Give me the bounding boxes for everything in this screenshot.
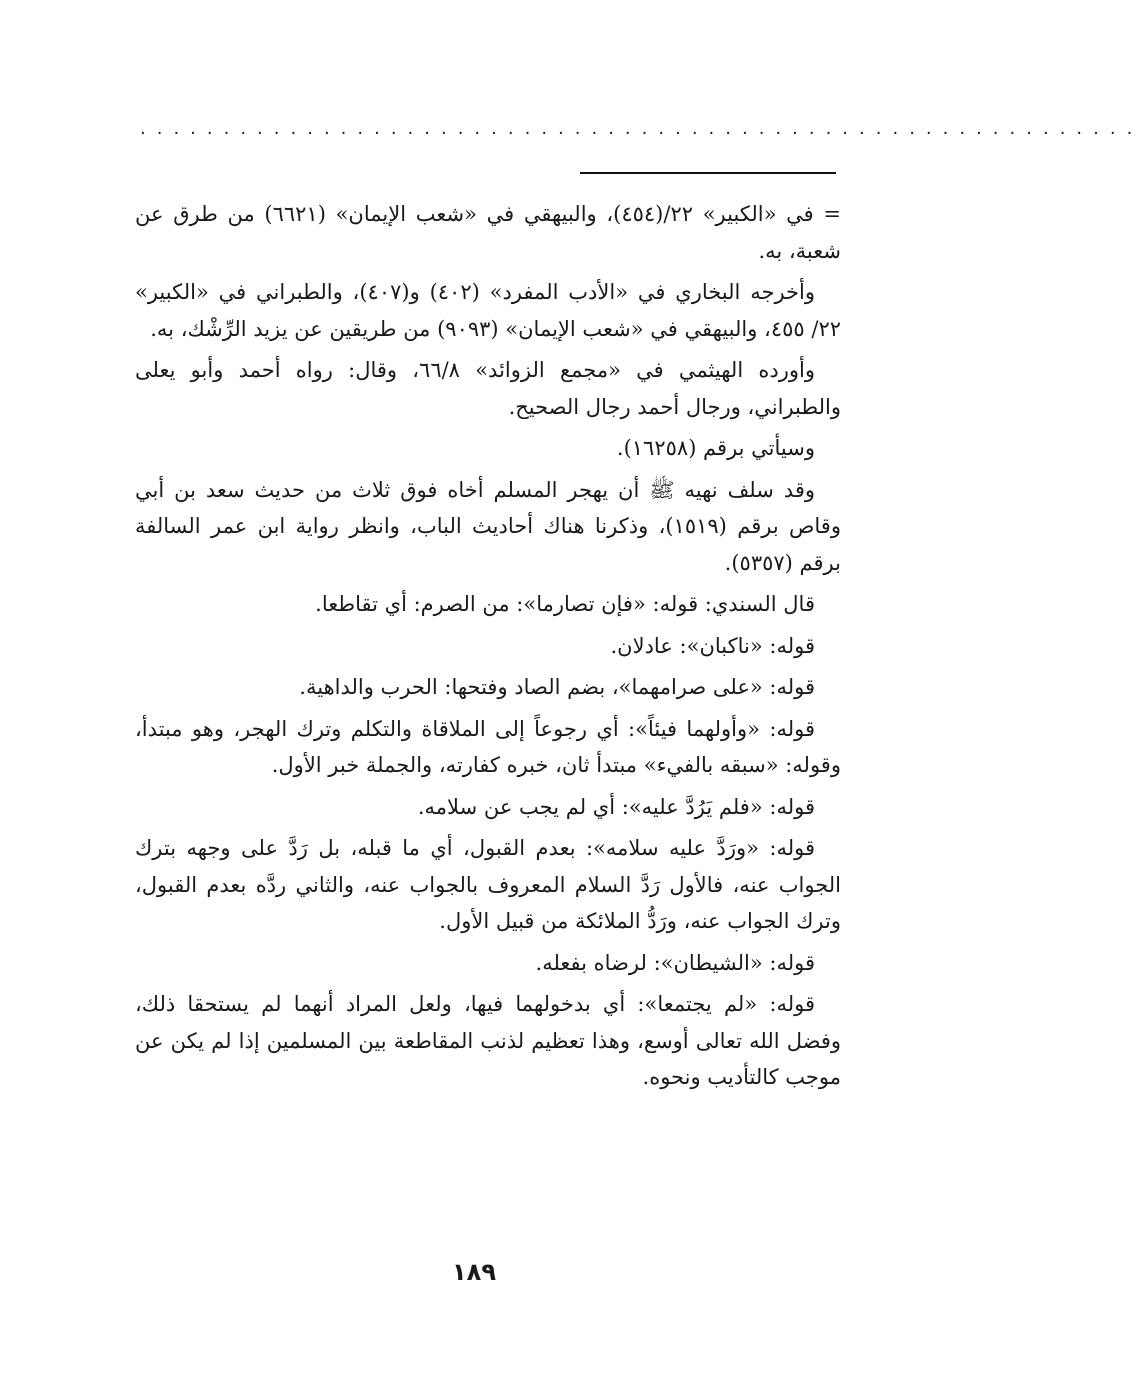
footnote-paragraph: قوله: «ورَدَّ عليه سلامه»: بعدم القبول، أي ما قبله، بل رَدَّ على وجهه بترك الجواب عنه، فالأول رَدَّ السلام المعروف بالجواب عنه، والثاني ردَّه بعدم القبول، وترك الجواب عنه، ورَدُّ الملائكة من قبيل الأول. xyxy=(135,836,841,933)
footnote-paragraph: وقد سلف نهيه ﷺ أن يهجر المسلم أخاه فوق ثلاث من حديث سعد بن أبي وقاص برقم (١٥١٩)، وذكرنا هناك أحاديث الباب، وانظر رواية ابن عمر السالفة برقم (٥٣٥٧). xyxy=(135,477,841,575)
footnote-paragraph: قال السندي: قوله: «فإن تصارما»: من الصرم: أي تقاطعا. xyxy=(315,592,815,616)
footnote-paragraph: قوله: «لم يجتمعا»: أي بدخولهما فيها، ولعل المراد أنهما لم يستحقا ذلك، وفضل الله تعالى أوسع، وهذا تعظيم لذنب المقاطعة بين المسلمين إذا لم يكن عن موجب كالتأديب ونحوه. xyxy=(135,992,841,1089)
footnote-rule xyxy=(580,172,836,174)
footnote-paragraph: = في «الكبير» ٢٢/(٤٥٤)، والبيهقي في «شعب الإيمان» (٦٦٢١) من طرق عن شعبة، به. xyxy=(135,202,841,263)
footnote-paragraph: وسيأتي برقم (١٦٢٥٨). xyxy=(616,436,815,460)
footnote-paragraph: قوله: «ناكبان»: عادلان. xyxy=(610,633,815,658)
footnote-paragraph: وأخرجه البخاري في «الأدب المفرد» (٤٠٢) و(٤٠٧)، والطبراني في «الكبير» ٢٢/ ٤٥٥، والبيهقي في «شعب الإيمان» (٩٠٩٣) من طريقين عن يزيد الرِّشْك، به. xyxy=(135,280,841,341)
footnote-paragraph: وأورده الهيثمي في «مجمع الزوائد» ٦٦/٨، وقال: رواه أحمد وأبو يعلى والطبراني، ورجال أحمد رجال الصحيح. xyxy=(135,358,841,419)
footnote-paragraph: قوله: «على صرامهما»، بضم الصاد وفتحها: الحرب والداهية. xyxy=(299,675,815,699)
footnote-paragraph: قوله: «الشيطان»: لرضاه بفعله. xyxy=(535,950,815,975)
dotted-separator: ............................................................ xyxy=(140,118,1143,139)
footnote-paragraph: قوله: «وأولهما فيئاً»: أي رجوعاً إلى الملاقاة والتكلم وترك الهجر، وهو مبتدأ، وقوله: «سبقه بالفيء» مبتدأ ثان، خبره كفارته، والجملة خبر الأول. xyxy=(135,716,841,777)
page-number: ١٨٩ xyxy=(452,1258,496,1286)
footnote-paragraph: قوله: «فلم يَرُدَّ عليه»: أي لم يجب عن سلامه. xyxy=(417,794,815,819)
footnotes-body xyxy=(135,196,841,1101)
